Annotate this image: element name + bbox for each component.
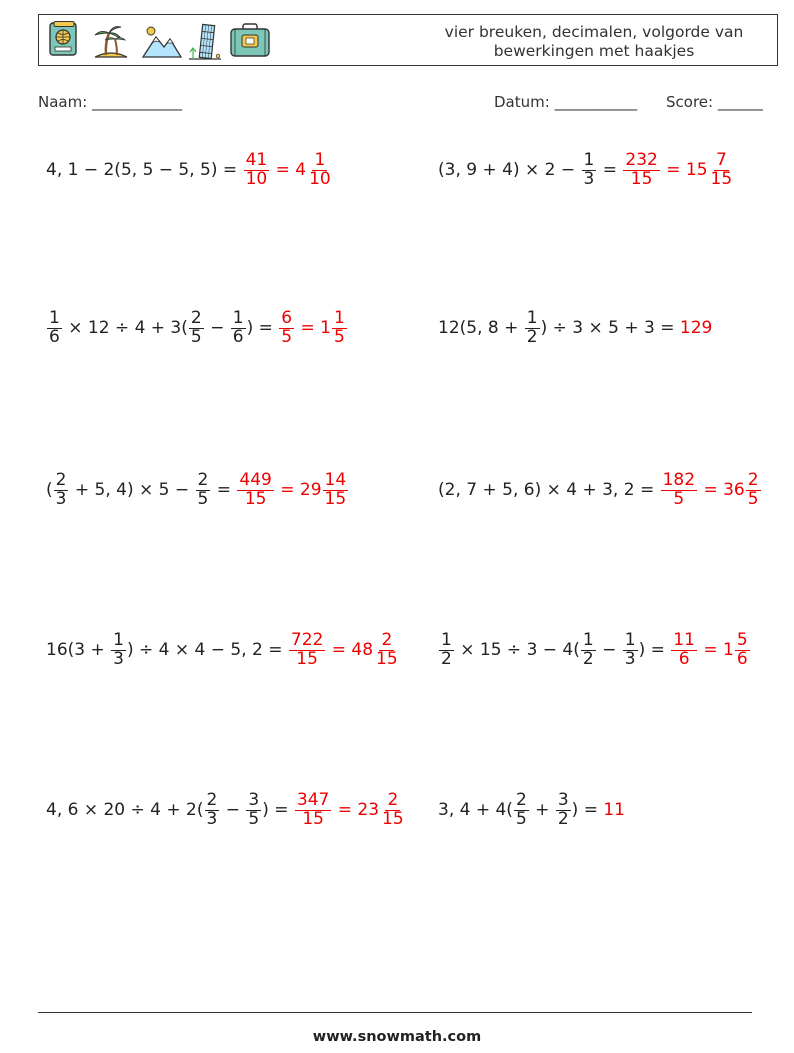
problem-3 bbox=[46, 298, 348, 358]
problem-9 bbox=[46, 780, 407, 840]
fraction bbox=[47, 307, 62, 347]
denominator: 15 bbox=[376, 648, 398, 669]
answer-fraction bbox=[709, 149, 735, 189]
answer-text: = 1 bbox=[295, 318, 331, 338]
answer-text: = 23 bbox=[332, 800, 380, 820]
expression-text: = bbox=[597, 160, 623, 180]
problem-8 bbox=[438, 620, 751, 680]
denominator: 6 bbox=[49, 326, 60, 347]
denominator: 6 bbox=[736, 648, 748, 669]
title-line-1: vier breuken, decimalen, volgorde van bbox=[444, 23, 744, 41]
numerator: 7 bbox=[715, 149, 727, 170]
expression-text: (3, 9 + 4) × 2 − bbox=[438, 160, 581, 180]
expression-text: 12(5, 8 + bbox=[438, 318, 524, 338]
leaning-tower-icon bbox=[187, 21, 223, 61]
denominator: 3 bbox=[113, 648, 124, 669]
expression-text: 4, 1 − 2(5, 5 − 5, 5) = bbox=[46, 160, 243, 180]
worksheet-title bbox=[419, 23, 769, 61]
expression-text: = bbox=[211, 480, 237, 500]
fraction bbox=[556, 789, 571, 829]
denominator: 5 bbox=[197, 488, 209, 509]
numerator: 2 bbox=[206, 789, 218, 810]
fraction bbox=[205, 789, 220, 829]
expression-text: × 15 ÷ 3 − 4( bbox=[454, 640, 580, 660]
answer-fraction bbox=[746, 469, 761, 509]
expression-text: − bbox=[596, 640, 622, 660]
denominator: 3 bbox=[55, 488, 67, 509]
answer-text: = 29 bbox=[274, 480, 322, 500]
denominator: 5 bbox=[747, 488, 759, 509]
expression-text: × 12 ÷ 4 + 3( bbox=[62, 318, 188, 338]
expression-text: ) = bbox=[571, 800, 604, 820]
denominator: 15 bbox=[302, 808, 324, 829]
numerator: 41 bbox=[245, 149, 268, 170]
expression-text: 3, 4 + 4( bbox=[438, 800, 513, 820]
denominator: 15 bbox=[630, 168, 653, 189]
fraction bbox=[439, 629, 454, 669]
denominator: 5 bbox=[281, 326, 293, 347]
answer-fraction bbox=[244, 149, 270, 189]
numerator: 2 bbox=[55, 469, 67, 490]
worksheet-header bbox=[38, 14, 778, 66]
answer-fraction bbox=[237, 469, 273, 509]
problem-5 bbox=[46, 460, 349, 520]
answer-fraction bbox=[380, 789, 406, 829]
denominator: 10 bbox=[309, 168, 331, 189]
title-line-2: bewerkingen met haakjes bbox=[493, 42, 695, 60]
problem-2 bbox=[438, 140, 735, 200]
numerator: 232 bbox=[625, 149, 658, 170]
mountains-icon bbox=[141, 21, 183, 61]
denominator: 5 bbox=[190, 326, 202, 347]
denominator: 15 bbox=[244, 488, 267, 509]
fraction bbox=[525, 307, 540, 347]
denominator: 15 bbox=[710, 168, 733, 189]
answer-text: = 1 bbox=[697, 640, 734, 660]
answer-fraction bbox=[323, 469, 349, 509]
numerator: 1 bbox=[113, 629, 124, 650]
fraction bbox=[189, 307, 204, 347]
numerator: 722 bbox=[290, 629, 324, 650]
expression-text: 16(3 + bbox=[46, 640, 111, 660]
answer-text: = 48 bbox=[326, 640, 374, 660]
numerator: 2 bbox=[197, 469, 209, 490]
denominator: 2 bbox=[441, 648, 452, 669]
numerator: 3 bbox=[557, 789, 569, 810]
numerator: 1 bbox=[49, 307, 60, 328]
answer-fraction bbox=[332, 307, 347, 347]
problem-1 bbox=[46, 140, 334, 200]
expression-text: − bbox=[204, 318, 230, 338]
score-field[interactable]: Score: ______ bbox=[666, 93, 763, 111]
answer-fraction bbox=[623, 149, 659, 189]
numerator: 5 bbox=[736, 629, 748, 650]
answer-text: = 4 bbox=[270, 160, 307, 180]
numerator: 1 bbox=[232, 307, 244, 328]
numerator: 2 bbox=[747, 469, 759, 490]
suitcase-icon bbox=[229, 21, 271, 59]
denominator: 5 bbox=[515, 808, 527, 829]
problem-4 bbox=[438, 298, 712, 358]
answer-text: 11 bbox=[603, 800, 625, 820]
expression-text: + 5, 4) × 5 − bbox=[69, 480, 195, 500]
numerator: 2 bbox=[381, 629, 393, 650]
expression-text: ) ÷ 4 × 4 − 5, 2 = bbox=[126, 640, 288, 660]
numerator: 2 bbox=[515, 789, 527, 810]
fraction bbox=[581, 629, 596, 669]
numerator: 3 bbox=[248, 789, 260, 810]
denominator: 2 bbox=[582, 648, 594, 669]
answer-fraction bbox=[279, 307, 294, 347]
numerator: 1 bbox=[314, 149, 326, 170]
expression-text: (2, 7 + 5, 6) × 4 + 3, 2 = bbox=[438, 480, 660, 500]
fraction bbox=[514, 789, 529, 829]
denominator: 3 bbox=[624, 648, 636, 669]
denominator: 10 bbox=[245, 168, 268, 189]
numerator: 1 bbox=[526, 307, 538, 328]
numerator: 1 bbox=[334, 307, 345, 328]
expression-text: − bbox=[220, 800, 246, 820]
problem-6 bbox=[438, 460, 762, 520]
fraction bbox=[246, 789, 261, 829]
expression-text: ) ÷ 3 × 5 + 3 = bbox=[540, 318, 680, 338]
passport-icon bbox=[47, 21, 81, 57]
fraction bbox=[623, 629, 638, 669]
fraction bbox=[196, 469, 211, 509]
numerator: 11 bbox=[673, 629, 695, 650]
numerator: 1 bbox=[582, 629, 594, 650]
denominator: 5 bbox=[248, 808, 260, 829]
expression-text: ) = bbox=[246, 318, 279, 338]
palm-trees-icon bbox=[91, 21, 131, 61]
answer-fraction bbox=[671, 629, 697, 669]
expression-text: + bbox=[529, 800, 555, 820]
answer-fraction bbox=[295, 789, 331, 829]
numerator: 449 bbox=[239, 469, 272, 490]
expression-text: ( bbox=[46, 480, 53, 500]
answer-fraction bbox=[661, 469, 697, 509]
name-field[interactable]: Naam: ____________ bbox=[38, 93, 183, 111]
numerator: 1 bbox=[583, 149, 595, 170]
numerator: 2 bbox=[387, 789, 399, 810]
denominator: 2 bbox=[557, 808, 569, 829]
denominator: 2 bbox=[526, 326, 538, 347]
expression-text: ) = bbox=[638, 640, 671, 660]
answer-fraction bbox=[735, 629, 750, 669]
denominator: 6 bbox=[678, 648, 690, 669]
numerator: 1 bbox=[624, 629, 636, 650]
expression-text: 4, 6 × 20 ÷ 4 + 2( bbox=[46, 800, 204, 820]
fraction bbox=[231, 307, 246, 347]
denominator: 15 bbox=[296, 648, 318, 669]
expression-text: ) = bbox=[262, 800, 294, 820]
numerator: 1 bbox=[441, 629, 452, 650]
denominator: 6 bbox=[232, 326, 244, 347]
denominator: 5 bbox=[673, 488, 685, 509]
answer-fraction bbox=[374, 629, 400, 669]
denominator: 15 bbox=[324, 488, 347, 509]
answer-text: 129 bbox=[679, 318, 713, 338]
fraction bbox=[111, 629, 126, 669]
numerator: 2 bbox=[190, 307, 202, 328]
numerator: 347 bbox=[296, 789, 330, 810]
numerator: 6 bbox=[281, 307, 293, 328]
answer-text: = 15 bbox=[660, 160, 708, 180]
denominator: 5 bbox=[334, 326, 345, 347]
footer-url[interactable]: www.snowmath.com bbox=[312, 1029, 482, 1045]
answer-fraction bbox=[289, 629, 325, 669]
fraction bbox=[54, 469, 69, 509]
answer-fraction bbox=[307, 149, 333, 189]
denominator: 3 bbox=[206, 808, 218, 829]
date-field[interactable]: Datum: ___________ bbox=[494, 93, 638, 111]
numerator: 14 bbox=[324, 469, 347, 490]
fraction bbox=[582, 149, 597, 189]
footer-divider bbox=[38, 1012, 752, 1013]
denominator: 15 bbox=[382, 808, 404, 829]
problem-10 bbox=[438, 780, 625, 840]
answer-text: = 36 bbox=[698, 480, 745, 500]
problem-7 bbox=[46, 620, 401, 680]
numerator: 182 bbox=[662, 469, 696, 490]
denominator: 3 bbox=[583, 168, 595, 189]
